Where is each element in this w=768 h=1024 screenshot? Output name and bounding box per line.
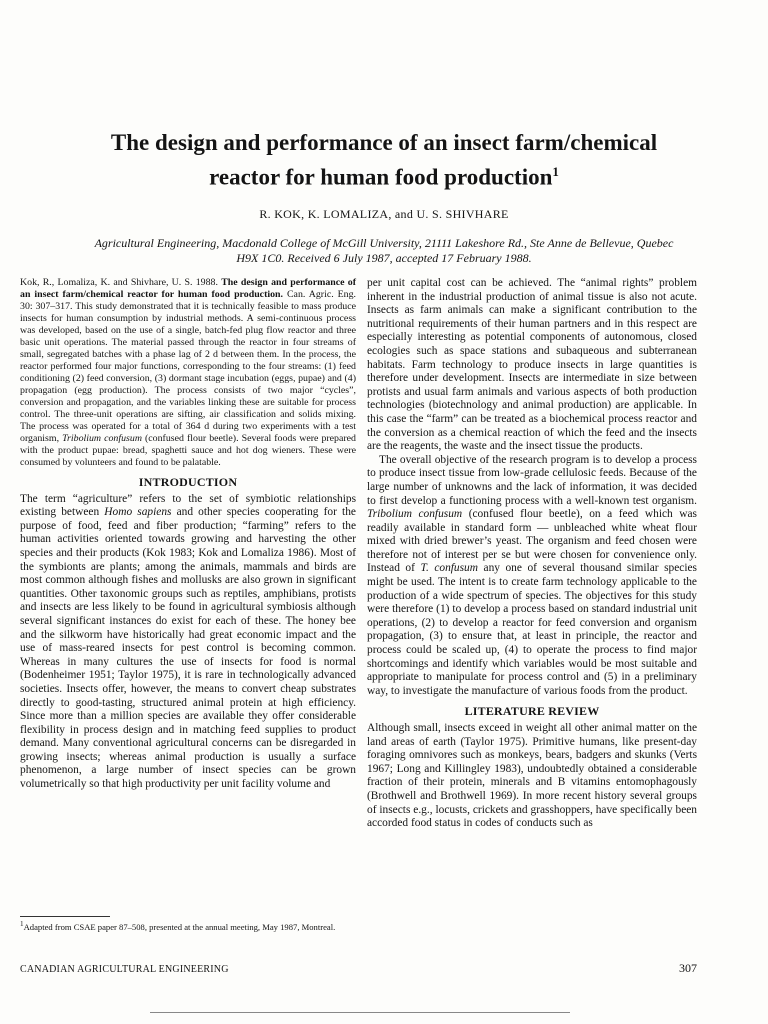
- affiliation: [30, 236, 738, 266]
- abstract-text-end: (confused flour beetle). Several foods were prepared with the product pupae: bread, spaghetti sauce and hot dog wieners. These were consumed by volunteers and found to be palatable.: [20, 433, 356, 468]
- affiliation-line-2: H9X 1C0. Received 6 July 1987, accepted 17 February 1988.: [236, 251, 532, 265]
- left-column: [20, 277, 356, 792]
- author-list: R. KOK, K. LOMALIZA, and U. S. SHIVHARE: [259, 207, 509, 221]
- abstract-organism: Tribolium confusum: [62, 433, 142, 444]
- footnote-mark: 1: [20, 920, 24, 928]
- paper-title: [40, 128, 728, 192]
- abstract-citation-authors: Kok, R., Lomaliza, K. and Shivhare, U. S. 1988.: [20, 277, 218, 288]
- right-paragraph-2: [367, 454, 697, 699]
- introduction-heading: INTRODUCTION: [138, 475, 238, 489]
- journal-name-footer: CANADIAN AGRICULTURAL ENGINEERING: [20, 964, 229, 975]
- title-footnote-mark: 1: [552, 164, 559, 179]
- objective-text-2: (confused flour beetle), on a feed which was readily available in standard form — unbleached white wheat flour mixed with dried brewer’s yeast. The organism and feed chosen were therefore not of interest per se but were chosen for convenience only. Instead of: [367, 508, 697, 575]
- objective-text-3: any one of several thousand similar species might be used. The intent is to create farm technology applicable to the production of a wide spectrum of species. The objectives for this study were therefore (1) to develop a process based on standard industrial unit operations, (2) to develop a reactor for feed conversion and organism propagation, (3) to ensure that, at least in principle, the reactor and process could be scaled up, (4) to operate the process to find major shortcomings and identify which variables would be most suitable and appropriate to manipulate for process control and (5) in a preliminary way, to investigate the manufacture of various foods from the product.: [367, 562, 697, 697]
- abstract-text: This study demonstrated that it is technically feasible to mass produce insects for human consumption by industrial methods. A semi-continuous process was developed, based on the use of a single, batch-fed plug flow reactor and three basic unit operations. The material passed through the reactor in four streams of small, segregated batches with a phase lag of 2 d between them. In the process, the reactor performed four major functions, corresponding to the four streams: (1) feed conditioning (2) feed conversion, (3) dormant stage incubation (eggs, pupae) and (4) propagation (egg production). The process consists of two major “cycles”, conversion and propagation, and the variables linking these are suitable for process control. The three-unit operations are sifting, air classification and solids mixing. The process was operated for a total of 364 d during two experiments with a test organism,: [20, 301, 357, 444]
- introduction-text-2: and other species cooperating for the purpose of food, feed and fiber production; “farming” refers to the human activities oriented towards growing and harvesting the other species and their products (Kok 1983; Kok and Lomaliza 1986). Most of the symbionts are plants; among the animals, mammals and birds are most common although fishes and mollusks are also grown in significant quantities. Other taxonomic groups such as reptiles, amphibians, protists and insects are less likely to be found in agricultural symbiosis although several significant instances do exist for each of these. The honey bee and the silkworm have historically had great economic impact and the use of mass-reared insects for pest control is becoming common. Whereas in many cultures the use of insects for food is normal (Bodenheimer 1951; Taylor 1975), it is rare in technologically advanced societies. Insects offer, however, the means to convert cheap substrates directly to good-tasting, structured animal protein at high efficiency. Since more than a million species are available they offer considerable flexibility in process design and in matching feed supplies to product demand. Many conventional agricultural concerns can be disregarded in growing insects; whereas animal production is usually a surface phenomenon, a large number of insect species can be grown volumetrically so that high productivity per unit facility volume and: [20, 506, 356, 791]
- affiliation-line-1: Agricultural Engineering, Macdonald College of McGill University, 21111 Lakeshore Rd., Ste Anne de Bellevue, Quebec: [94, 236, 674, 250]
- objective-text-1: The overall objective of the research program is to develop a process to produce insect tissue from low-grade cellulosic feeds. Because of the large number of unknowns and the lack of information, it was decided to first develop a functioning process with a well-known test organism.: [367, 453, 697, 507]
- abstract: [20, 277, 356, 469]
- title-line-1: The design and performance of an insect farm/chemical: [110, 130, 658, 155]
- objective-species: Tribolium confusum: [367, 508, 463, 521]
- footnote-divider: [20, 916, 110, 917]
- right-column: [367, 277, 697, 831]
- literature-review-paragraph: Although small, insects exceed in weight all other animal matter on the land areas of earth (Taylor 1975). Primitive humans, like present-day foraging omnivores such as monkeys, bears, badgers and skunks (Verts 1967; Long and Killingley 1983), undoubtedly obtained a considerable fraction of their protein, minerals and B vitamins entomophagously (Brothwell and Brothwell 1969). In more recent history several groups of insects e.g., locusts, crickets and grasshoppers, have specifically been accorded food status in codes of conducts such as: [367, 722, 697, 830]
- objective-species-2: T. confusum: [420, 562, 478, 575]
- footnote: [20, 919, 356, 932]
- introduction-species: Homo sapiens: [104, 506, 172, 519]
- introduction-text-1: The term “agriculture” refers to the set of symbiotic relationships existing between: [20, 492, 356, 519]
- bottom-divider: [150, 1012, 570, 1013]
- literature-review-heading: LITERATURE REVIEW: [464, 704, 600, 719]
- footnote-text: Adapted from CSAE paper 87–508, presented at the annual meeting, May 1987, Montreal.: [23, 921, 336, 932]
- page-number: 307: [679, 961, 697, 975]
- title-line-2: reactor for human food production: [209, 164, 553, 190]
- abstract-citation-journal: Can. Agric. Eng. 30: 307–317.: [20, 289, 357, 312]
- right-paragraph-1: per unit capital cost can be achieved. The “animal rights” problem inherent in the industrial production of animal tissue is also not acute. Insects as farm animals can make a significant contribution to the nutritional requirements of their human partners and in this respect are especially interesting as potential components of autonomous, closed ecologies such as space stations and subaqueous and subterranean habitats. Farm technology to produce insects in large quantities is therefore under development. Insects are intermediate in size between protists and usual farm animals and various aspects of both production technologies (biotechnology and animal production) are applicable. In this case the “farm” can be treated as a biochemical process reactor and the conversion as a chemical reaction of which the feed and the insects are the reagents, the waste and the insect tissue the products.: [367, 277, 697, 453]
- introduction-paragraph: [20, 493, 356, 792]
- abstract-citation-title: The design and performance of an insect farm/chemical reactor for human food production.: [20, 277, 357, 300]
